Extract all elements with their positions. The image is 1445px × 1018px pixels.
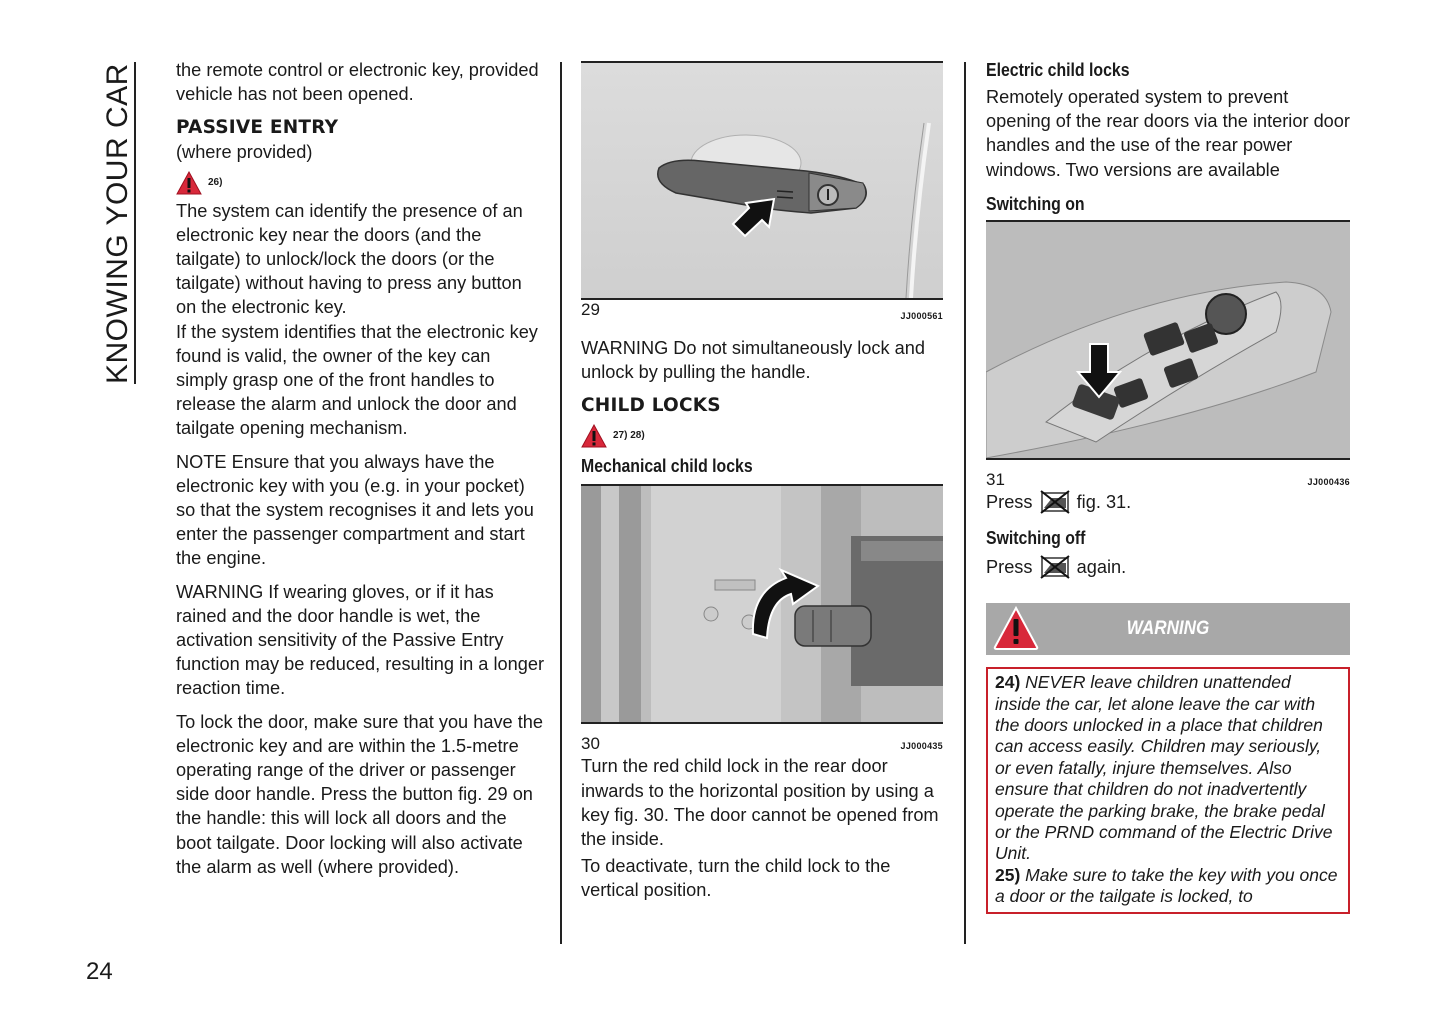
figure-31-caption	[986, 470, 1350, 492]
passive-entry-heading: PASSIVE ENTRY	[176, 117, 339, 139]
warning-banner	[986, 603, 1350, 655]
section-title-text: KNOWING YOUR CAR	[101, 63, 134, 384]
figure-number: 31	[986, 469, 1005, 489]
figure-29-caption	[581, 300, 943, 326]
figure-30-caption	[581, 734, 943, 756]
paragraph: If the system identifies that the electronic key found is valid, the owner of the key can simply grasp one of the front handles to release the alarm and unlock the door and tailgate opening mechanism.	[176, 321, 538, 439]
column-2	[581, 61, 943, 903]
figure-code: JJ000561	[900, 311, 943, 321]
warning-reference	[581, 422, 943, 450]
paragraph: Turn the red child lock in the rear door inwards to the horizontal position by using a key fig. 30. The door cannot be opened from the inside.	[581, 756, 939, 850]
section-title-rule	[134, 62, 136, 384]
column-divider	[964, 62, 966, 944]
switching-on-instruction	[986, 490, 1350, 514]
note-paragraph: NOTE Ensure that you always have the electronic key with you (e.g. in your pocket) so that the system recognises it and lets you enter the passenger compartment and start the engine.	[176, 451, 534, 569]
warning-text: Make sure to take the key with you once a door or the tailgate is locked, to	[995, 864, 1338, 907]
switching-off-instruction	[986, 555, 1350, 579]
door-handle-illustration-icon	[581, 63, 943, 298]
figure-29	[581, 61, 943, 300]
warning-text: NEVER leave children unattended inside the car, let alone leave the car with the doors unlocked in a place that children can access easily. Children may seriously, or even fatally, injure themselves. Also ensure that children do not inadvertently operate the parking brake, the brake pedal or the PRND command of the Electric Drive Unit.	[995, 672, 1333, 864]
warning-box	[986, 667, 1350, 913]
window-switch-panel-illustration-icon	[986, 222, 1350, 458]
warning-paragraph: WARNING If wearing gloves, or if it has rained and the door handle is wet, the activation sensitivity of the Passive Entry function may be reduced, resulting in a longer reaction time.	[176, 581, 545, 699]
paragraph: The system can identify the presence of an electronic key near the doors (and the tailgate) to unlock/lock the doors (or the tailgate) without having to press any button on the electronic key.	[176, 200, 523, 318]
switching-off-heading: Switching off	[986, 528, 1086, 549]
warning-number: 24)	[995, 672, 1021, 693]
warning-item	[995, 865, 1341, 908]
paragraph: To lock the door, make sure that you have the electronic key and are within the 1.5-metre operating range of the driver or passenger side door handle. Press the button fig. 29 on the handle: this will lock all doors and the boot tailgate. Door locking will also activate the alarm as well (where provided).	[176, 711, 543, 877]
page-number: 24	[86, 958, 113, 985]
figure-30	[581, 484, 943, 724]
column-3	[986, 58, 1350, 914]
column-divider	[560, 62, 562, 944]
figure-number: 30	[581, 734, 600, 754]
section-title	[100, 62, 136, 384]
warning-banner-label: WARNING	[1126, 618, 1210, 640]
warning-triangle-icon	[581, 424, 607, 448]
press-label: Press	[986, 491, 1033, 512]
child-locks-heading: CHILD LOCKS	[581, 395, 721, 417]
figure-number: 29	[581, 300, 600, 319]
warning-item	[995, 672, 1341, 865]
figure-code: JJ000435	[900, 741, 943, 752]
intro-text: the remote control or electronic key, provided vehicle has not been opened.	[176, 60, 539, 105]
child-lock-button-icon	[1040, 555, 1070, 579]
child-lock-button-icon	[1040, 490, 1070, 514]
warning-reference	[176, 169, 546, 197]
figure-reference: fig. 31.	[1076, 491, 1132, 512]
warning-reference-numbers: 27) 28)	[613, 430, 645, 442]
child-lock-key-illustration-icon	[581, 486, 943, 722]
figure-31	[986, 220, 1350, 460]
passive-entry-subheading: (where provided)	[176, 142, 313, 163]
switching-on-heading: Switching on	[986, 193, 1085, 214]
electric-child-locks-heading: Electric child locks	[986, 60, 1130, 80]
column-1	[176, 58, 546, 879]
figure-code: JJ000436	[1307, 476, 1350, 487]
press-label: Press	[986, 557, 1033, 578]
paragraph: Remotely operated system to prevent opening of the rear doors via the interior door handles and the use of the rear power windows. Two versions are available	[986, 87, 1350, 180]
warning-reference-numbers: 26)	[208, 176, 223, 188]
again-text: again.	[1076, 557, 1127, 578]
warning-number: 25)	[995, 864, 1021, 885]
warning-triangle-icon	[176, 171, 202, 195]
paragraph: To deactivate, turn the child lock to the vertical position.	[581, 856, 891, 901]
mechanical-child-locks-heading: Mechanical child locks	[581, 456, 753, 477]
warning-paragraph: WARNING Do not simultaneously lock and unlock by pulling the handle.	[581, 338, 926, 383]
